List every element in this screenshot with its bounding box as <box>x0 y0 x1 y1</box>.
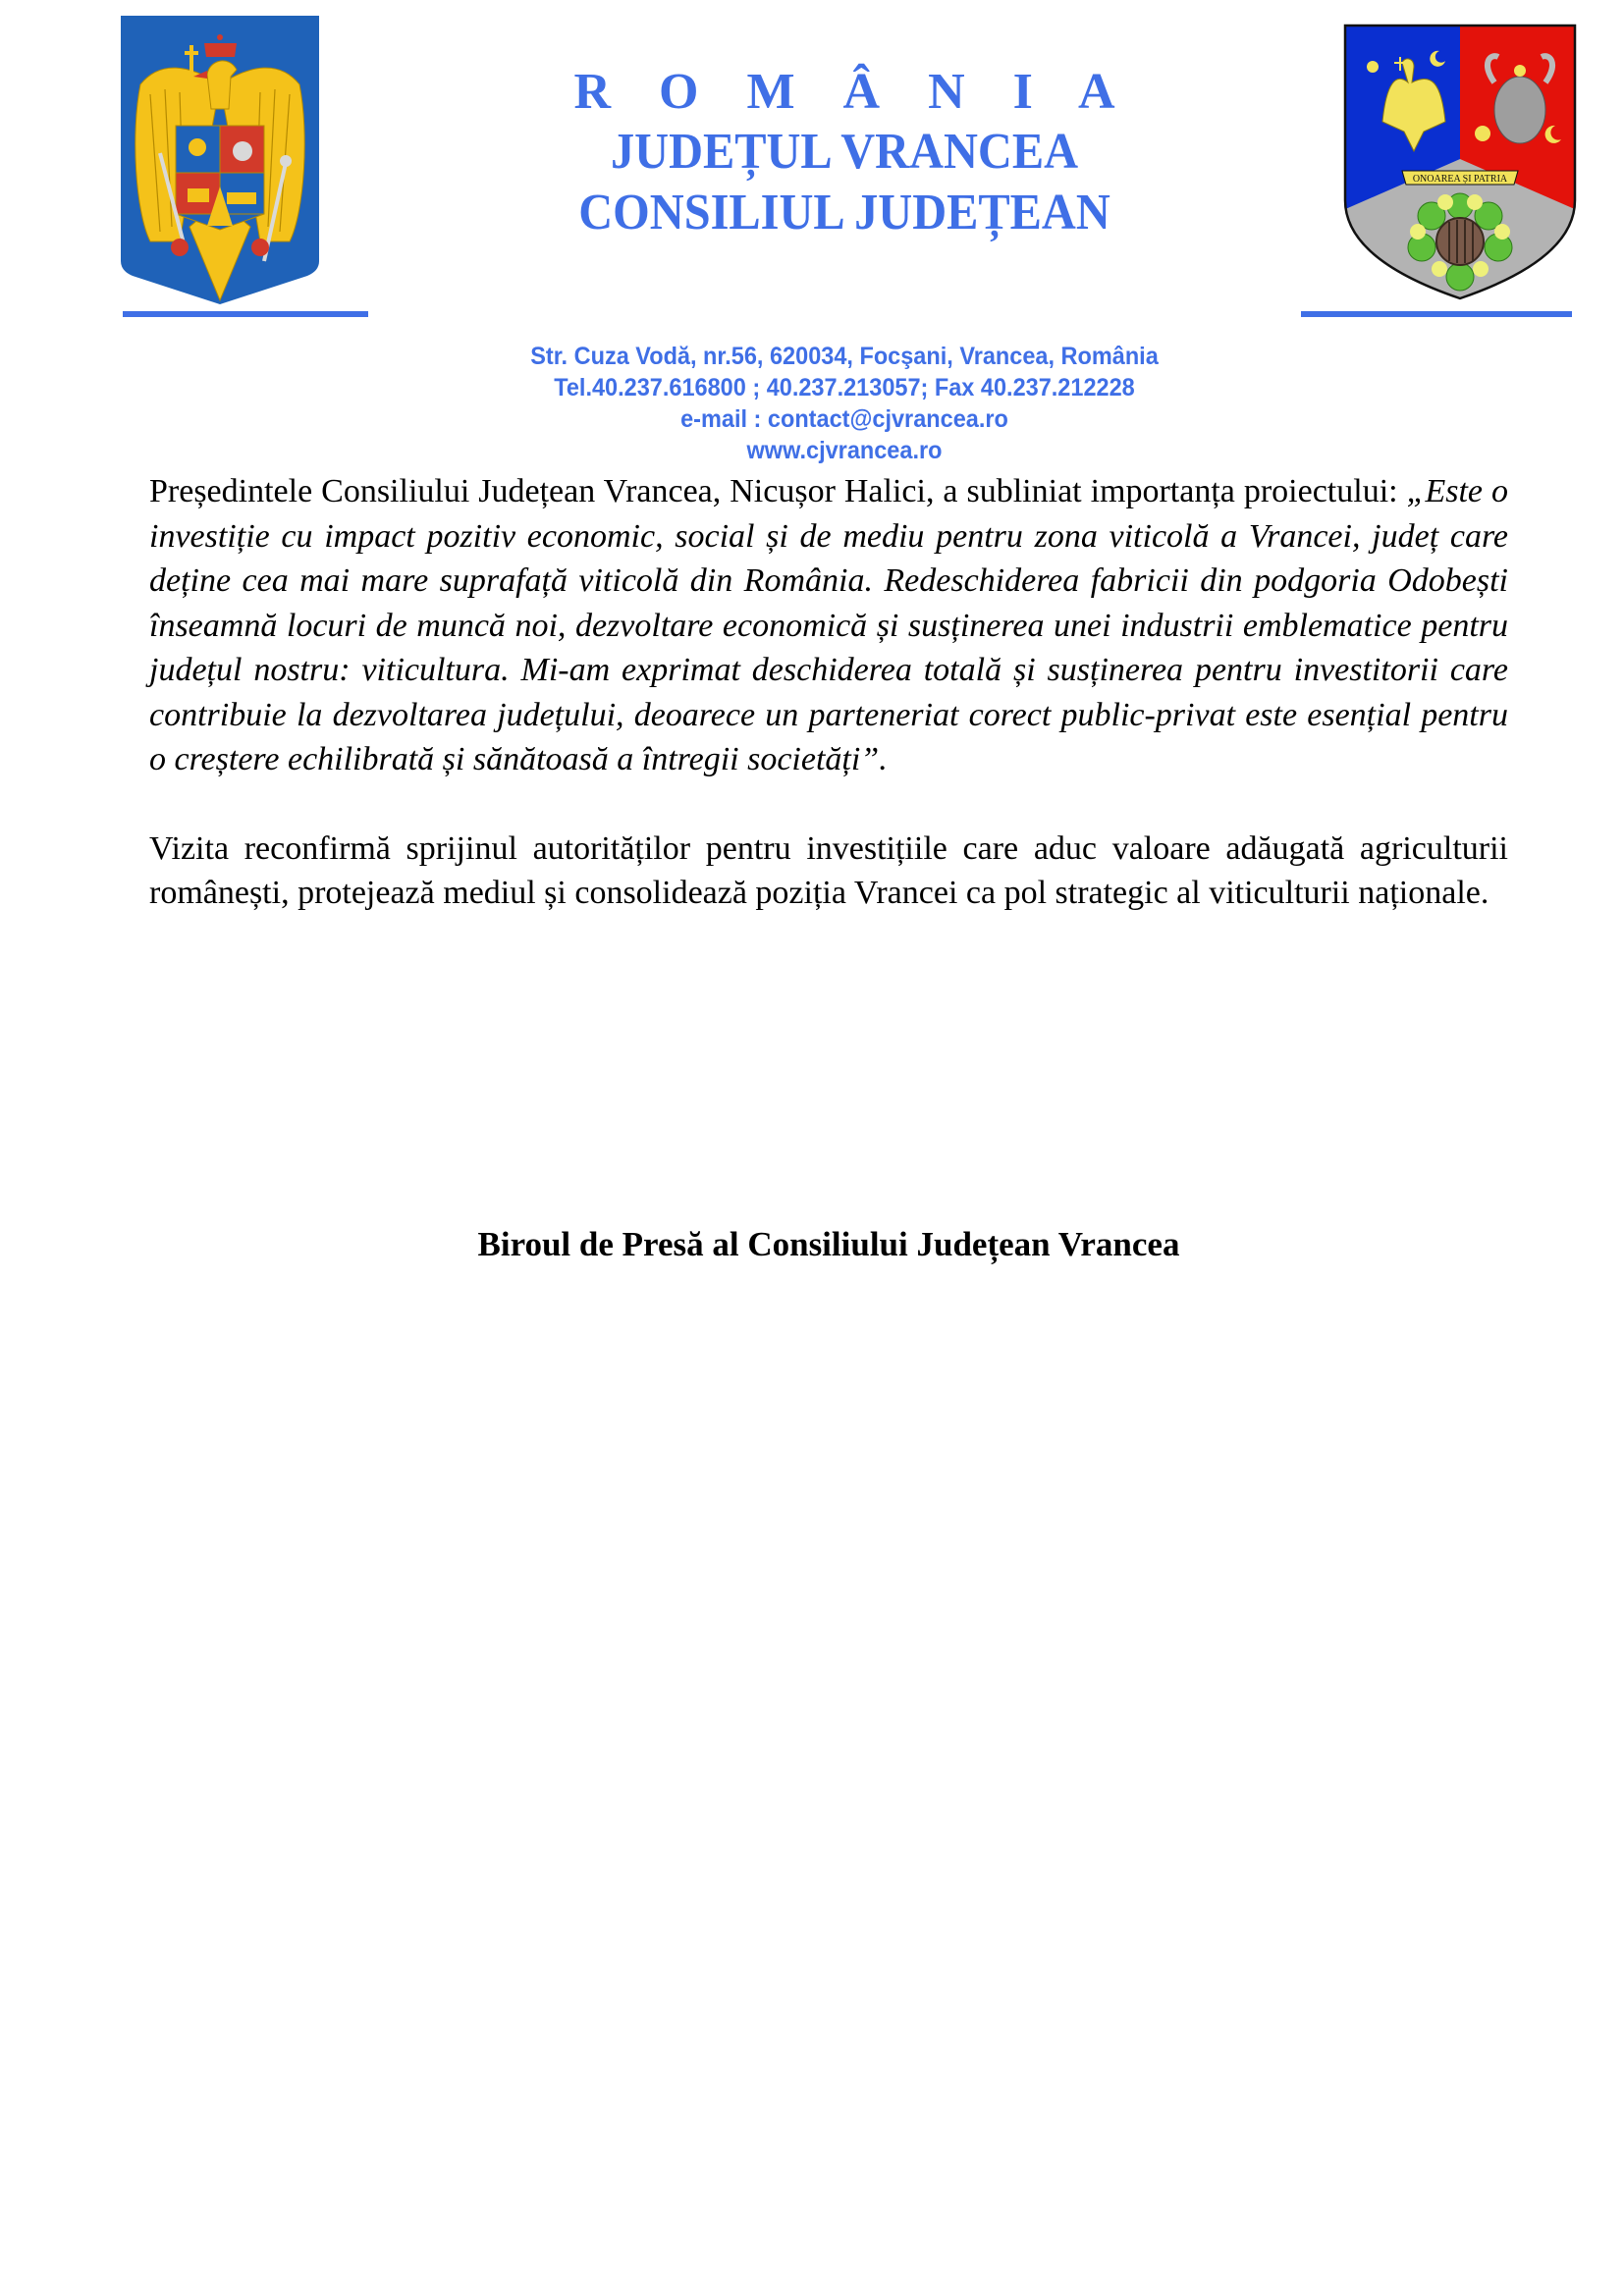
president-quote: „Este o investiție cu impact pozitiv economic, social și de mediu pentru zona viticolă a Vrancei, județ care deține cea mai mare suprafață viticolă din România. Redeschiderea fabricii din podgoria Odobești înseamnă locuri de muncă noi, dezvoltare economică și susținerea unei industrii emblematice pentru județul nostru: viticultura. Mi-am exprimat deschiderea totală și susținerea pentru investitorii care contribuie la dezvoltarea județului, deoarece un parteneriat corect public-privat este esențial pentru o creștere echilibrată și sănătoasă a întregii societăți”. <box>149 473 1509 777</box>
romania-coat-of-arms-icon <box>121 16 319 304</box>
contact-email: e-mail : contact@cjvrancea.ro <box>680 405 1008 433</box>
header-county: JUDEȚUL VRANCEA <box>610 124 1079 180</box>
header-rule-left <box>123 311 368 317</box>
contact-address: Str. Cuza Vodă, nr.56, 620034, Focşani, Vrancea, România <box>530 343 1159 370</box>
vrancea-coat-of-arms-icon <box>1343 24 1577 300</box>
header-title-block <box>412 63 1276 243</box>
press-office-signature: Biroul de Presă al Consiliului Județean Vrancea <box>477 1225 1180 1263</box>
contact-phone: Tel.40.237.616800 ; 40.237.213057; Fax 40.237.212228 <box>554 374 1135 401</box>
svg-text:ONOAREA ȘI PATRIA: ONOAREA ȘI PATRIA <box>1412 174 1508 185</box>
header-rule-right <box>1301 311 1572 317</box>
contact-block <box>295 341 1394 466</box>
press-release-body <box>149 469 1508 960</box>
paragraph-president-statement <box>149 469 1508 782</box>
paragraph-visit-summary: Vizita reconfirmă sprijinul autorităților pentru investițiile care aduc valoare adăugată agriculturii românești, protejează mediul și consolidează poziția Vrancei ca pol strategic al viticulturii naționale. <box>149 829 1508 911</box>
header-council: CONSILIUL JUDEȚEAN <box>578 185 1110 240</box>
header-country: R O M Â N I A <box>573 64 1133 120</box>
contact-website: www.cjvrancea.ro <box>746 437 943 464</box>
paragraph-intro: Președintele Consiliului Județean Vrancea, Nicușor Halici, a subliniat importanța proiectului: <box>149 473 1407 509</box>
